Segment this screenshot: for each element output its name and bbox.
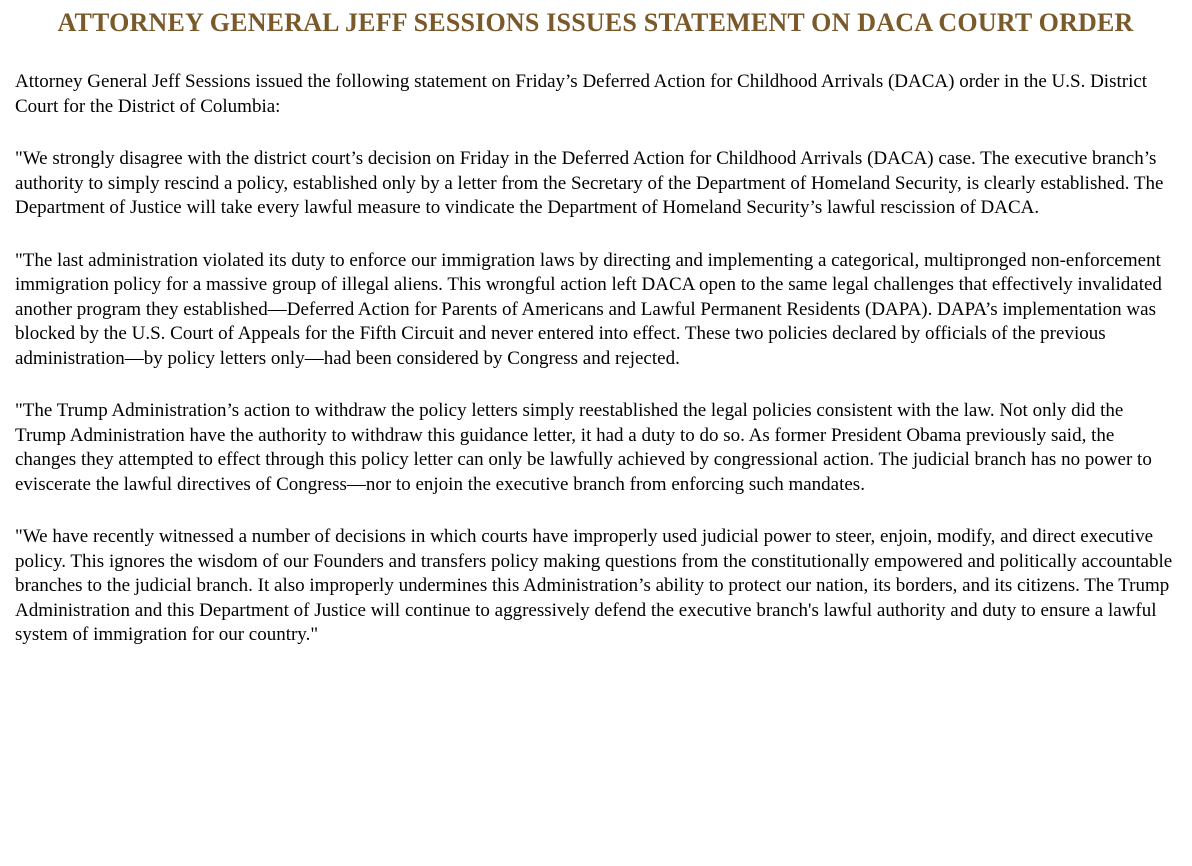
statement-paragraph-trump-administration: "The Trump Administration’s action to withdraw the policy letters simply reestablished the legal policies consistent with the law. Not only did the Trump Administration have the authority to withdraw this guidance letter, it had a duty to do so. As former President Obama previously said, the changes they attempted to effect through this policy letter can only be lawfully achieved by congressional action. The judicial branch has no power to eviscerate the lawful directives of Congress—nor to enjoin the executive branch from enforcing such mandates. bbox=[15, 400, 1152, 495]
statement-paragraph-last-administration: "The last administration violated its duty to enforce our immigration laws by directing and implementing a categorical, multipronged non-enforcement immigration policy for a massive group of illegal aliens. This wrongful action left DACA open to the same legal challenges that effectively invalidated another program they established—Deferred Action for Parents of Americans and Lawful Permanent Residents (DAPA). DAPA’s implementation was blocked by the U.S. Court of Appeals for the Fifth Circuit and never entered into effect. These two policies declared by officials of the previous administration—by policy letters only—had been considered by Congress and rejected. bbox=[15, 249, 1162, 369]
statement-paragraph-judicial-power: "We have recently witnessed a number of decisions in which courts have improperly used judicial power to steer, enjoin, modify, and direct executive policy. This ignores the wisdom of our Founders and transfers policy making questions from the constitutionally empowered and politically accountable branches to the judicial branch. It also improperly undermines this Administration’s ability to protect our nation, its borders, and its citizens. The Trump Administration and this Department of Justice will continue to aggressively defend the executive branch's lawful authority and duty to ensure a lawful system of immigration for our country." bbox=[15, 526, 1173, 645]
statement-paragraph-disagreement: "We strongly disagree with the district court’s decision on Friday in the Deferred Action for Childhood Arrivals (DACA) case. The executive branch’s authority to simply rescind a policy, established only by a letter from the Secretary of the Department of Homeland Security, is clearly established. The Department of Justice will take every lawful measure to vindicate the Department of Homeland Security’s lawful rescission of DACA. bbox=[15, 148, 1164, 218]
statement-body bbox=[15, 70, 1176, 648]
statement-paragraph-intro: Attorney General Jeff Sessions issued the following statement on Friday’s Deferred Action for Childhood Arrivals (DACA) order in the U.S. District Court for the District of Columbia: bbox=[15, 71, 1148, 117]
statement-title: ATTORNEY GENERAL JEFF SESSIONS ISSUES STATEMENT ON DACA COURT ORDER bbox=[57, 8, 1134, 37]
